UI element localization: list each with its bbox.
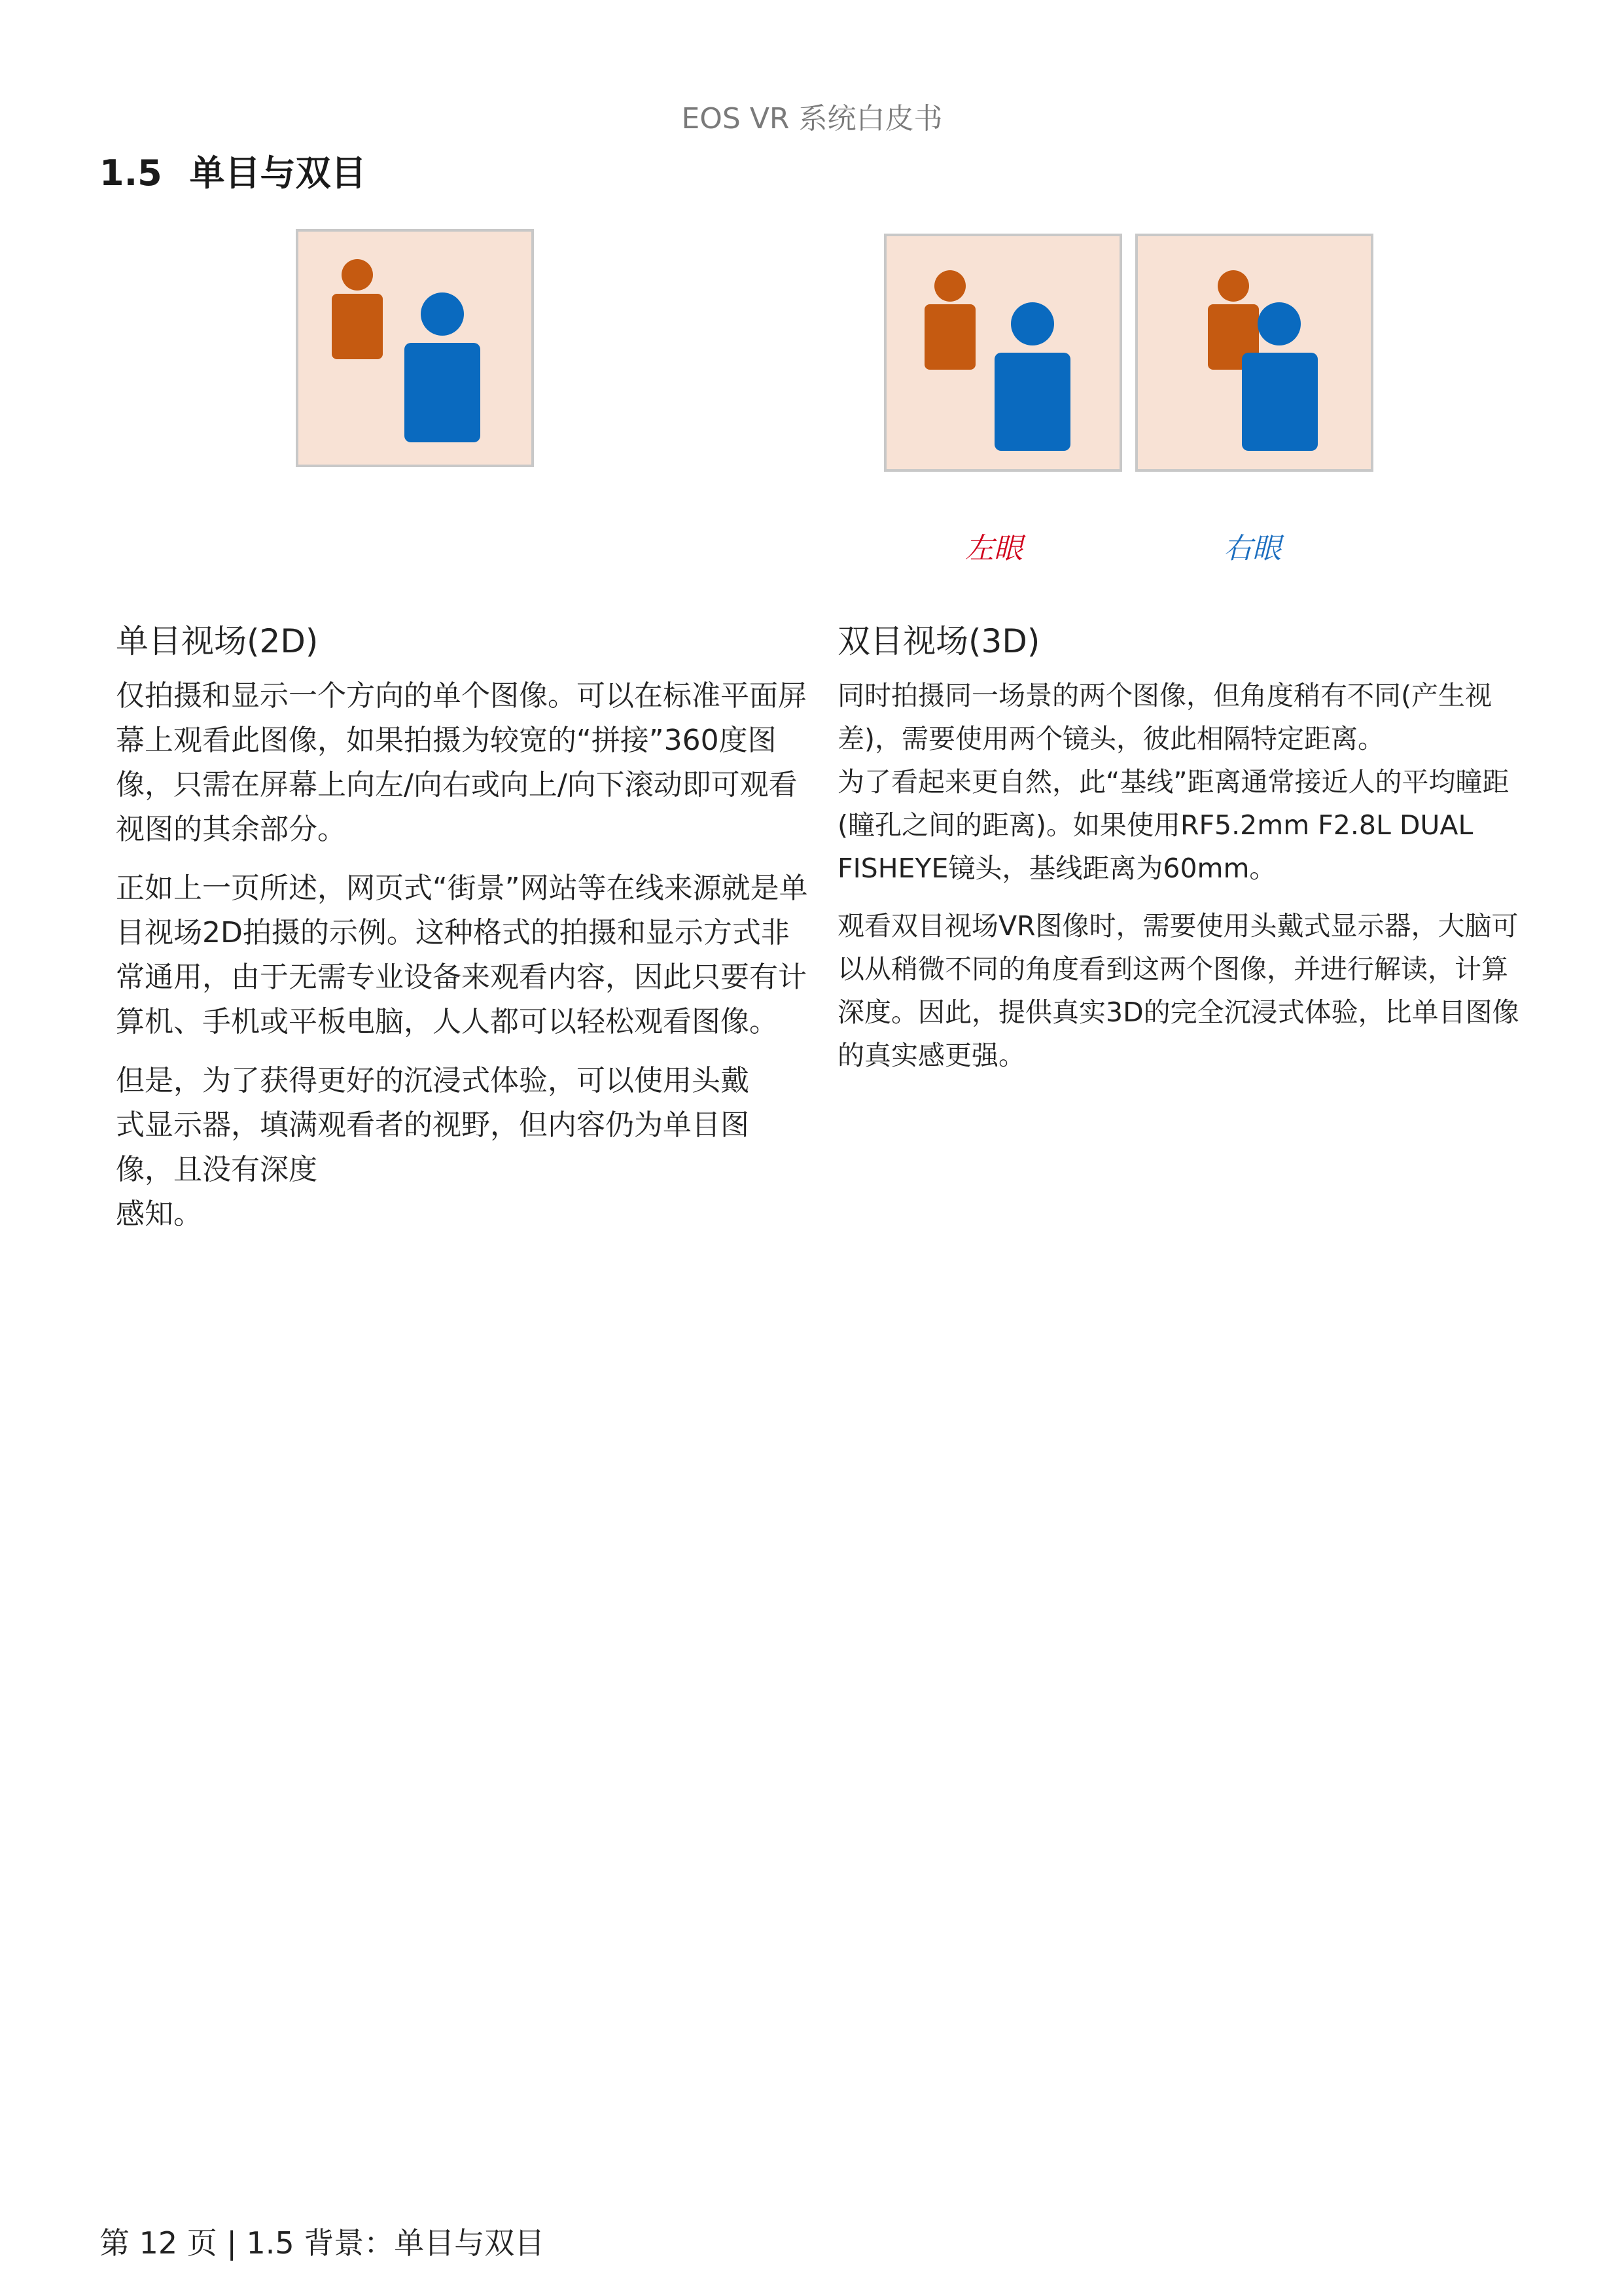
section-title xyxy=(99,145,366,196)
mono-paragraph-1: 仅拍摄和显示一个方向的单个图像。可以在标准平面屏幕上观看此图像，如果拍摄为较宽的“拼接”360度图像，只需在屏幕上向左/向右或向上/向下滚动即可观看视图的其余部分。 xyxy=(116,679,807,846)
mono-paragraph-4: 感知。 xyxy=(116,1197,202,1231)
left-eye-figure xyxy=(884,234,1122,472)
stereo-heading: 双目视场(3D) xyxy=(838,622,1040,660)
mono-figure xyxy=(296,229,534,467)
right-eye-label: 右眼 xyxy=(1224,532,1281,565)
back-person-head xyxy=(934,270,966,302)
left-eye-illustration xyxy=(887,236,1120,469)
section-number: 1.5 xyxy=(99,152,162,194)
back-person-body xyxy=(925,304,976,370)
stereo-paragraph-2: 为了看起来更自然，此“基线”距离通常接近人的平均瞳距(瞳孔之间的距离)。如果使用RF5.2mm F2.8L DUAL FISHEYE镜头，基线距离为60mm。 xyxy=(838,766,1509,884)
mono-paragraph-2: 正如上一页所述，网页式“街景”网站等在线来源就是单目视场2D拍摄的示例。这种格式的拍摄和显示方式非常通用，由于无需专业设备来观看内容，因此只要有计算机、手机或平板电脑，人人都可以轻松观看图像。 xyxy=(116,872,808,1038)
front-person-body xyxy=(1242,353,1318,451)
front-person-head xyxy=(421,292,464,336)
stereo-paragraph-3: 观看双目视场VR图像时，需要使用头戴式显示器，大脑可以从稍微不同的角度看到这两个图像，并进行解读，计算深度。因此，提供真实3D的完全沉浸式体验，比单目图像的真实感更强。 xyxy=(838,910,1519,1071)
section-title-text: 单目与双目 xyxy=(189,152,366,194)
mono-figure-illustration xyxy=(298,232,531,465)
mono-heading: 单目视场(2D) xyxy=(116,622,319,660)
left-eye-label: 左眼 xyxy=(965,532,1023,565)
right-eye-figure xyxy=(1135,234,1373,472)
back-person-body xyxy=(332,294,383,359)
mono-paragraph-3: 但是，为了获得更好的沉浸式体验，可以使用头戴式显示器，填满观看者的视野，但内容仍为单目图像，且没有深度 xyxy=(116,1064,749,1186)
back-person-head xyxy=(1218,270,1249,302)
page-footer: 第 12 页 | 1.5 背景：单目与双目 xyxy=(99,2225,545,2261)
stereo-text xyxy=(838,674,1525,1077)
back-person-head xyxy=(342,259,373,291)
front-person-body xyxy=(404,343,480,442)
front-person-head xyxy=(1011,302,1054,345)
right-eye-illustration xyxy=(1138,236,1371,469)
mono-text xyxy=(116,674,816,1237)
stereo-paragraph-1: 同时拍摄同一场景的两个图像，但角度稍有不同(产生视差)，需要使用两个镜头，彼此相隔特定距离。 xyxy=(838,680,1492,754)
front-person-body xyxy=(995,353,1070,451)
document-header: EOS VR 系统白皮书 xyxy=(681,102,943,135)
front-person-head xyxy=(1258,302,1301,345)
